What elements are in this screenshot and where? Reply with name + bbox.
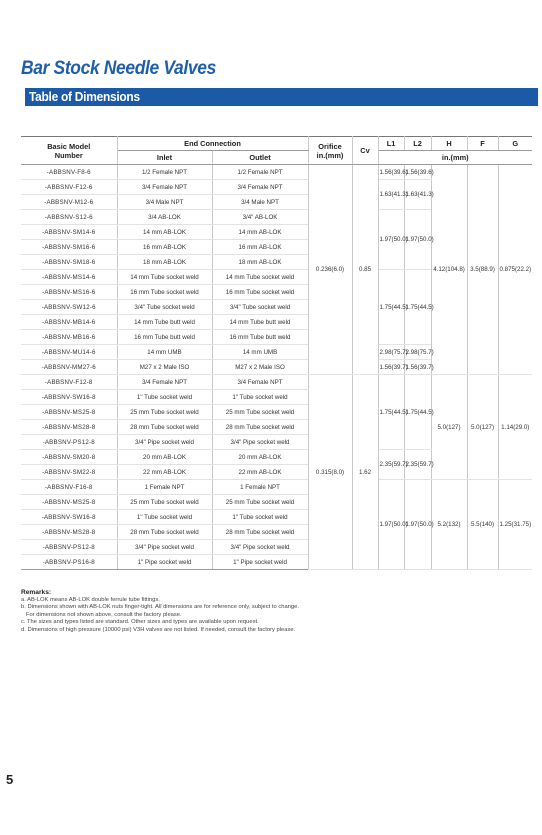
inlet-cell: 25 mm Tube socket weld xyxy=(117,495,212,510)
inlet-cell: 3/4 AB-LOK xyxy=(117,210,212,225)
inlet-cell: 16 mm Tube socket weld xyxy=(117,285,212,300)
page-number: 5 xyxy=(6,772,14,787)
section-header-stripe xyxy=(21,88,25,106)
orifice-cell: 0.236(6.0) xyxy=(308,165,352,375)
inlet-cell: 28 mm Tube socket weld xyxy=(117,525,212,540)
f-cell: 3.5(88.9) xyxy=(467,165,498,375)
outlet-cell: 3/4" Pipe socket weld xyxy=(212,435,308,450)
model-cell: -ABBSNV-PS12-8 xyxy=(21,540,117,555)
table-row xyxy=(21,480,532,495)
inlet-cell: 3/4" Tube socket weld xyxy=(117,300,212,315)
model-cell: -ABBSNV-MM27-6 xyxy=(21,360,117,375)
model-cell: -ABBSNV-MS25-8 xyxy=(21,495,117,510)
header-basic-model: Basic Model Number xyxy=(21,137,117,165)
inlet-cell: 16 mm AB-LOK xyxy=(117,240,212,255)
l2-cell: 1.75(44.5) xyxy=(404,270,431,345)
header-outlet: Outlet xyxy=(212,151,308,165)
l1-cell: 2.35(59.7) xyxy=(378,450,404,480)
model-cell: -ABBSNV-SM22-8 xyxy=(21,465,117,480)
remark-b-continued: For dimensions not shown above, consult the factory please. xyxy=(26,611,182,618)
cv-cell: 0.85 xyxy=(352,165,378,375)
section-header-bar xyxy=(21,88,538,106)
model-cell: -ABBSNV-MB16-6 xyxy=(21,330,117,345)
header-h: H xyxy=(431,137,467,151)
header-l1: L1 xyxy=(378,137,404,151)
l1-cell: 1.56(39.7) xyxy=(378,360,404,375)
inlet-cell: 14 mm Tube butt weld xyxy=(117,315,212,330)
model-cell: -ABBSNV-MS25-8 xyxy=(21,405,117,420)
model-cell: -ABBSNV-SM18-6 xyxy=(21,255,117,270)
inlet-cell: 1/2 Female NPT xyxy=(117,165,212,180)
inlet-cell: 16 mm Tube butt weld xyxy=(117,330,212,345)
orifice-cell: 0.315(8.0) xyxy=(308,375,352,570)
dimensions-table xyxy=(21,136,532,570)
outlet-cell: 1" Tube socket weld xyxy=(212,390,308,405)
inlet-cell: M27 x 2 Male ISO xyxy=(117,360,212,375)
l1-cell: 1.97(50.0) xyxy=(378,480,404,570)
outlet-cell: 28 mm Tube socket weld xyxy=(212,420,308,435)
model-cell: -ABBSNV-F16-8 xyxy=(21,480,117,495)
l2-cell: 1.63(41.3) xyxy=(404,180,431,210)
model-cell: -ABBSNV-SW16-8 xyxy=(21,510,117,525)
g-cell: 1.25(31.75) xyxy=(498,480,532,570)
l2-cell: 1.56(39.7) xyxy=(404,360,431,375)
model-cell: -ABBSNV-F12-6 xyxy=(21,180,117,195)
inlet-cell: 14 mm UMB xyxy=(117,345,212,360)
header-unit: in.(mm) xyxy=(378,151,532,165)
h-cell: 4.12(104.8) xyxy=(431,165,467,375)
f-cell: 5.5(140) xyxy=(467,480,498,570)
outlet-cell: 1" Pipe socket weld xyxy=(212,555,308,570)
remark-a: a. AB-LOK means AB-LOK double ferrule tube fittings. xyxy=(21,596,160,603)
outlet-cell: 20 mm AB-LOK xyxy=(212,450,308,465)
inlet-cell: 1" Tube socket weld xyxy=(117,390,212,405)
model-cell: -ABBSNV-SM14-6 xyxy=(21,225,117,240)
l2-cell: 1.97(50.0) xyxy=(404,210,431,270)
header-inlet: Inlet xyxy=(117,151,212,165)
g-cell: 1.14(29.0) xyxy=(498,375,532,480)
outlet-cell: 1 Female NPT xyxy=(212,480,308,495)
outlet-cell: 18 mm AB-LOK xyxy=(212,255,308,270)
l2-cell: 2.98(75.7) xyxy=(404,345,431,360)
remark-d: d. Dimensions of high pressure (10000 psi) V3H valves are not listed. If needed, consult the factory please. xyxy=(21,626,296,633)
l1-cell: 2.98(75.7) xyxy=(378,345,404,360)
inlet-cell: 14 mm AB-LOK xyxy=(117,225,212,240)
outlet-cell: 14 mm UMB xyxy=(212,345,308,360)
model-cell: -ABBSNV-F8-6 xyxy=(21,165,117,180)
l2-cell: 1.97(50.0) xyxy=(404,480,431,570)
f-cell: 5.0(127) xyxy=(467,375,498,480)
outlet-cell: 25 mm Tube socket weld xyxy=(212,495,308,510)
inlet-cell: 1 Female NPT xyxy=(117,480,212,495)
table-row xyxy=(21,375,532,390)
outlet-cell: 25 mm Tube socket weld xyxy=(212,405,308,420)
inlet-cell: 20 mm AB-LOK xyxy=(117,450,212,465)
outlet-cell: 22 mm AB-LOK xyxy=(212,465,308,480)
inlet-cell: 3/4" Pipe socket weld xyxy=(117,540,212,555)
outlet-cell: 3/4" Pipe socket weld xyxy=(212,540,308,555)
header-orifice: Orifice in.(mm) xyxy=(308,137,352,165)
inlet-cell: 1" Tube socket weld xyxy=(117,510,212,525)
model-cell: -ABBSNV-S12-6 xyxy=(21,210,117,225)
inlet-cell: 28 mm Tube socket weld xyxy=(117,420,212,435)
model-cell: -ABBSNV-SW16-8 xyxy=(21,390,117,405)
model-cell: -ABBSNV-SM16-6 xyxy=(21,240,117,255)
l1-cell: 1.97(50.0) xyxy=(378,210,404,270)
model-cell: -ABBSNV-SW12-6 xyxy=(21,300,117,315)
model-cell: -ABBSNV-F12-8 xyxy=(21,375,117,390)
outlet-cell: 3/4 Female NPT xyxy=(212,180,308,195)
outlet-cell: 3/4" AB-LOK xyxy=(212,210,308,225)
model-cell: -ABBSNV-M12-6 xyxy=(21,195,117,210)
outlet-cell: 1/2 Female NPT xyxy=(212,165,308,180)
outlet-cell: 14 mm AB-LOK xyxy=(212,225,308,240)
inlet-cell: 3/4 Male NPT xyxy=(117,195,212,210)
outlet-cell: 28 mm Tube socket weld xyxy=(212,525,308,540)
inlet-cell: 3/4 Female NPT xyxy=(117,180,212,195)
outlet-cell: 1" Tube socket weld xyxy=(212,510,308,525)
remark-c: c. The sizes and types listed are standard. Other sizes and types are available upon request. xyxy=(21,619,259,626)
model-cell: -ABBSNV-MU14-6 xyxy=(21,345,117,360)
l1-cell: 1.56(39.6) xyxy=(378,165,404,180)
model-cell: -ABBSNV-PS16-8 xyxy=(21,555,117,570)
model-cell: -ABBSNV-PS12-8 xyxy=(21,435,117,450)
section-title: Table of Dimensions xyxy=(29,89,140,104)
cv-cell: 1.62 xyxy=(352,375,378,570)
model-cell: -ABBSNV-MS28-8 xyxy=(21,525,117,540)
inlet-cell: 14 mm Tube socket weld xyxy=(117,270,212,285)
header-f: F xyxy=(467,137,498,151)
outlet-cell: 14 mm Tube socket weld xyxy=(212,270,308,285)
inlet-cell: 3/4" Pipe socket weld xyxy=(117,435,212,450)
header-end-connection: End Connection xyxy=(117,137,308,151)
outlet-cell: M27 x 2 Male ISO xyxy=(212,360,308,375)
h-cell: 5.0(127) xyxy=(431,375,467,480)
table-row xyxy=(21,165,532,180)
inlet-cell: 25 mm Tube socket weld xyxy=(117,405,212,420)
outlet-cell: 3/4 Male NPT xyxy=(212,195,308,210)
model-cell: -ABBSNV-MB14-6 xyxy=(21,315,117,330)
inlet-cell: 18 mm AB-LOK xyxy=(117,255,212,270)
l2-cell: 1.56(39.6) xyxy=(404,165,431,180)
outlet-cell: 3/4 Female NPT xyxy=(212,375,308,390)
model-cell: -ABBSNV-MS14-6 xyxy=(21,270,117,285)
inlet-cell: 1" Pipe socket weld xyxy=(117,555,212,570)
g-cell: 0.875(22.2) xyxy=(498,165,532,375)
l2-cell: 1.75(44.5) xyxy=(404,375,431,450)
page-title: Bar Stock Needle Valves xyxy=(21,58,216,79)
l1-cell: 1.75(44.5) xyxy=(378,270,404,345)
h-cell: 5.2(132) xyxy=(431,480,467,570)
l1-cell: 1.63(41.3) xyxy=(378,180,404,210)
l2-cell: 2.35(59.7) xyxy=(404,450,431,480)
model-cell: -ABBSNV-MS16-6 xyxy=(21,285,117,300)
remarks-section xyxy=(21,589,521,635)
header-g: G xyxy=(498,137,532,151)
outlet-cell: 16 mm AB-LOK xyxy=(212,240,308,255)
l1-cell: 1.75(44.5) xyxy=(378,375,404,450)
inlet-cell: 3/4 Female NPT xyxy=(117,375,212,390)
outlet-cell: 16 mm Tube butt weld xyxy=(212,330,308,345)
outlet-cell: 16 mm Tube socket weld xyxy=(212,285,308,300)
outlet-cell: 3/4" Tube socket weld xyxy=(212,300,308,315)
remark-b: b. Dimensions shown with AB-LOK nuts finger-tight. All dimensions are for reference only, subject to change. xyxy=(21,604,299,611)
header-l2: L2 xyxy=(404,137,431,151)
model-cell: -ABBSNV-SM20-8 xyxy=(21,450,117,465)
inlet-cell: 22 mm AB-LOK xyxy=(117,465,212,480)
remarks-title: Remarks: xyxy=(21,589,52,596)
header-cv: Cv xyxy=(352,137,378,165)
model-cell: -ABBSNV-MS28-8 xyxy=(21,420,117,435)
outlet-cell: 14 mm Tube butt weld xyxy=(212,315,308,330)
